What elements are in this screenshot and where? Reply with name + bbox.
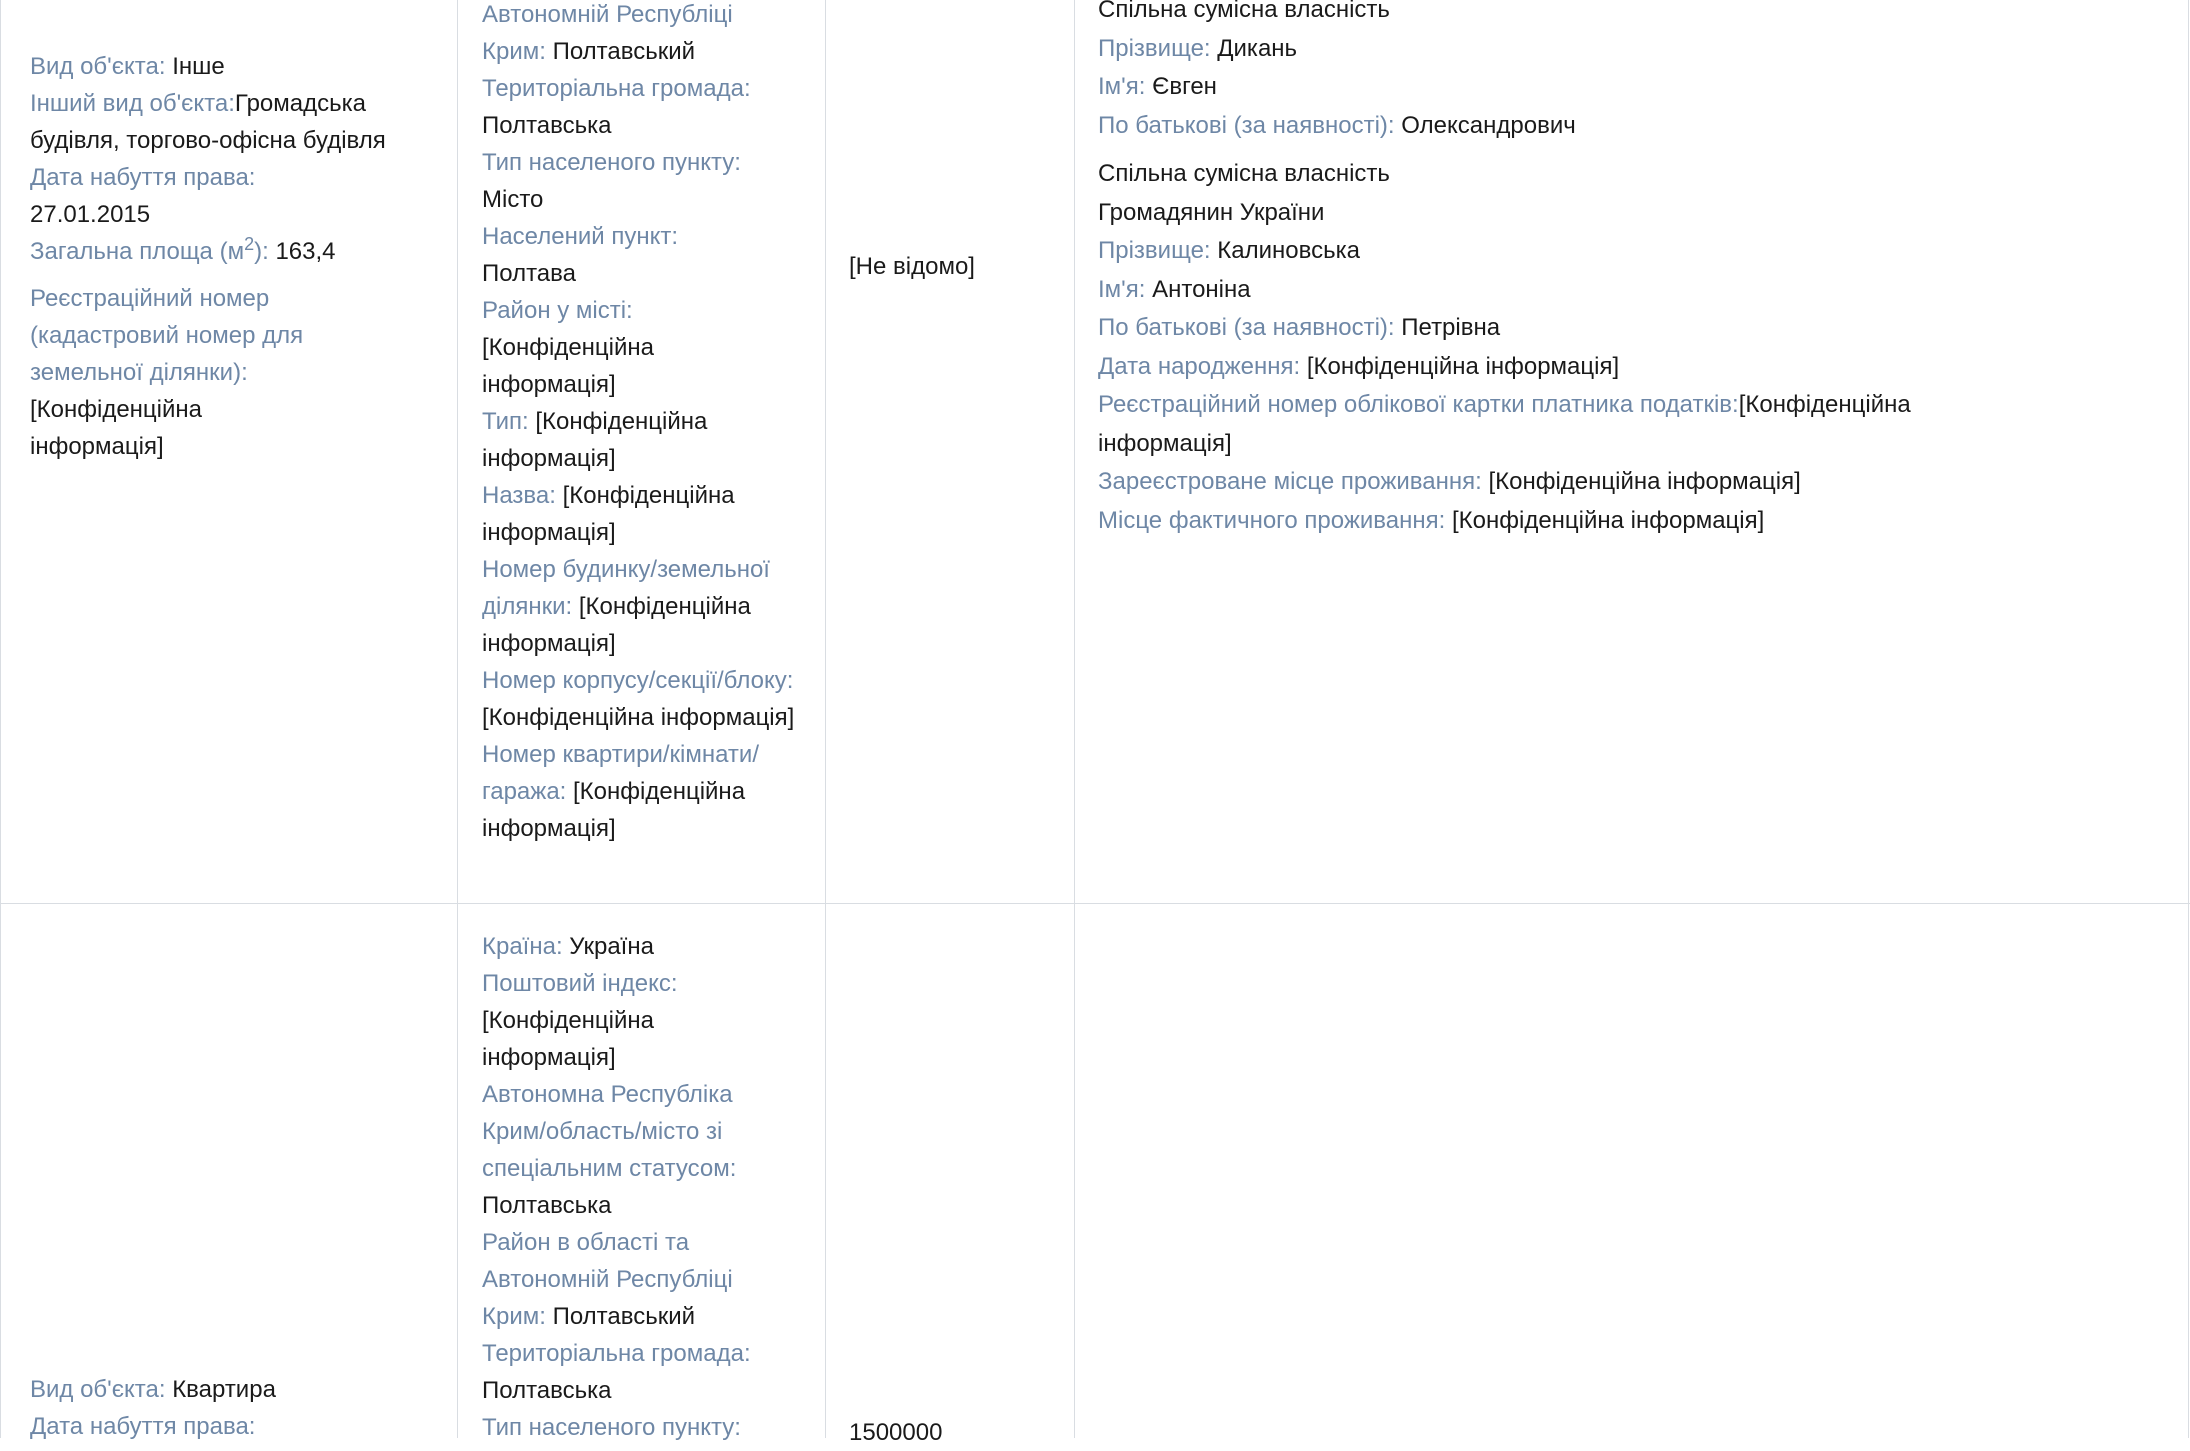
field-value: Дикань bbox=[1217, 34, 1298, 62]
field-value: Полтавський bbox=[552, 1303, 696, 1330]
community-field bbox=[482, 1335, 802, 1409]
field-label: По батькові (за наявності): bbox=[1098, 314, 1395, 341]
field-value: 27.01.2015 bbox=[30, 201, 151, 228]
tax-number-field bbox=[1098, 386, 1998, 463]
field-label: Ім'я: bbox=[1098, 73, 1146, 100]
field-value: [Конфіденційна інформація] bbox=[1451, 506, 1765, 534]
row2-cost-cell bbox=[849, 1414, 942, 1451]
ownership-type: Спільна сумісна власність bbox=[1098, 160, 1390, 187]
row1-address-cell bbox=[482, 0, 802, 847]
field-value: [Конфіденційна інформація] bbox=[1306, 352, 1620, 380]
field-value: Антоніна bbox=[1152, 275, 1251, 303]
object-type-field bbox=[30, 1371, 430, 1408]
name-field bbox=[1098, 271, 2158, 310]
row1-object-cell bbox=[30, 48, 430, 465]
field-label: Номер корпусу/секції/блоку: bbox=[482, 667, 794, 694]
other-object-type-field bbox=[30, 85, 400, 159]
field-label: Реєстраційний номер (кадастровий номер для земельної ділянки): bbox=[30, 285, 304, 386]
field-label: Дата набуття права: bbox=[30, 164, 256, 191]
field-label: Країна: bbox=[482, 933, 563, 960]
field-label: Місце фактичного проживання: bbox=[1098, 506, 1446, 534]
area-field bbox=[30, 233, 430, 270]
ownership-type: Спільна сумісна власність bbox=[1098, 0, 1390, 23]
field-label: Автономній Республіці Крим: bbox=[482, 1, 733, 65]
field-value: [Конфіденційна інформація] bbox=[30, 396, 203, 460]
row1-owners-cell bbox=[1098, 0, 2158, 540]
street-name-field bbox=[482, 477, 802, 551]
column-divider bbox=[1074, 0, 1075, 1438]
cost-value: 1500000 bbox=[849, 1419, 943, 1446]
cost-value: [Не відомо] bbox=[849, 253, 975, 280]
field-value: Полтавська bbox=[482, 1377, 612, 1404]
row1-cost-cell bbox=[849, 248, 975, 285]
field-value: Україна bbox=[569, 933, 654, 960]
row2-object-cell bbox=[30, 1371, 430, 1445]
field-value: Полтавський bbox=[552, 38, 696, 65]
field-label: Територіальна громада: bbox=[482, 1340, 751, 1367]
field-value: [Конфіденційна інформація] bbox=[482, 704, 795, 731]
apartment-number-field bbox=[482, 736, 802, 847]
field-label: Автономна Республіка Крим/область/місто зі спеціальним статусом: bbox=[482, 1081, 737, 1182]
field-value: [Конфіденційна інформація] bbox=[482, 593, 751, 657]
field-label: Прізвище: bbox=[1098, 237, 1211, 264]
acquisition-date-field bbox=[30, 1408, 430, 1445]
field-value: Громадська будівля, торгово-офісна будівля bbox=[30, 90, 386, 154]
field-label: Інший вид об'єкта: bbox=[30, 90, 235, 117]
field-value: Петрівна bbox=[1401, 314, 1501, 341]
field-value: [Конфіденційна інформація] bbox=[482, 778, 746, 842]
field-value: [Конфіденційна інформація] bbox=[482, 1007, 655, 1071]
house-number-field bbox=[482, 551, 802, 662]
acquisition-date-field bbox=[30, 159, 430, 233]
field-value: Полтава bbox=[482, 260, 576, 287]
field-value: 163,4 bbox=[275, 238, 336, 265]
postal-code-field bbox=[482, 965, 802, 1076]
settlement-field bbox=[482, 218, 802, 292]
field-label: Поштовий індекс: bbox=[482, 970, 678, 997]
row-divider bbox=[0, 903, 2190, 904]
field-value: Місто bbox=[482, 186, 544, 213]
field-label: Територіальна громада: bbox=[482, 75, 751, 102]
field-label: Номер квартири/кімнати/гаража: bbox=[482, 741, 759, 805]
patronymic-field bbox=[1098, 309, 2158, 348]
column-divider bbox=[457, 0, 458, 1438]
field-label: По батькові (за наявності): bbox=[1098, 111, 1395, 139]
object-type-field bbox=[30, 48, 430, 85]
registered-address-field bbox=[1098, 463, 2158, 502]
field-value: Інше bbox=[172, 53, 225, 80]
field-label: Реєстраційний номер облікової картки платника податків: bbox=[1098, 391, 1739, 418]
field-value: Євген bbox=[1152, 73, 1217, 100]
citizenship: Громадянин України bbox=[1098, 198, 1325, 226]
field-label: Район у місті: bbox=[482, 297, 633, 324]
field-label: Район в області та Автономній Республіці Крим: bbox=[482, 1229, 733, 1330]
settlement-type-field bbox=[482, 144, 802, 218]
field-value: Калиновська bbox=[1217, 237, 1360, 264]
field-label: Вид об'єкта: bbox=[30, 53, 166, 80]
row2-address-cell bbox=[482, 928, 802, 1446]
block-number-field bbox=[482, 662, 802, 736]
name-field bbox=[1098, 68, 2158, 107]
field-label: Тип населеного пункту: bbox=[482, 1414, 741, 1441]
owner-block bbox=[1098, 155, 2158, 540]
patronymic-field bbox=[1098, 107, 2158, 146]
field-label: Населений пункт: bbox=[482, 223, 678, 250]
field-label: Тип: bbox=[482, 408, 529, 435]
community-field bbox=[482, 70, 802, 144]
country-field bbox=[482, 928, 802, 965]
field-value: Полтавська bbox=[482, 112, 612, 139]
city-district-field bbox=[482, 292, 802, 403]
autonomous-district-field bbox=[482, 0, 802, 70]
field-label: Загальна площа $(м^2)$: bbox=[30, 234, 269, 265]
registration-number-field bbox=[30, 280, 340, 465]
field-value: [Конфіденційна інформація] bbox=[1098, 391, 1911, 457]
table-border-left bbox=[0, 0, 1, 1438]
region-field bbox=[482, 1076, 782, 1224]
field-label: Дата народження: bbox=[1098, 352, 1301, 380]
settlement-type-field bbox=[482, 1409, 802, 1446]
field-label: Назва: bbox=[482, 482, 556, 509]
column-divider bbox=[825, 0, 826, 1438]
field-value: [Конфіденційна інформація] bbox=[482, 408, 708, 472]
birth-date-field bbox=[1098, 348, 2158, 387]
field-value: Олександрович bbox=[1401, 111, 1576, 139]
street-type-field bbox=[482, 403, 802, 477]
surname-field bbox=[1098, 232, 2158, 271]
field-value: [Конфіденційна інформація] bbox=[1488, 468, 1801, 495]
owner-block bbox=[1098, 0, 2158, 145]
district-field bbox=[482, 1224, 782, 1335]
table-border-right bbox=[2188, 0, 2189, 1438]
field-label: Дата набуття права: bbox=[30, 1413, 256, 1440]
field-value: Полтавська bbox=[482, 1192, 612, 1219]
field-label: Номер будинку/земельної ділянки: bbox=[482, 556, 770, 620]
field-value: [Конфіденційна інформація] bbox=[482, 334, 655, 398]
field-label: Тип населеного пункту: bbox=[482, 149, 741, 176]
field-value: Квартира bbox=[172, 1376, 276, 1403]
field-label: Вид об'єкта: bbox=[30, 1376, 166, 1403]
field-label: Прізвище: bbox=[1098, 34, 1211, 62]
field-label: Ім'я: bbox=[1098, 275, 1146, 303]
field-value: [Конфіденційна інформація] bbox=[482, 482, 735, 546]
actual-address-field bbox=[1098, 502, 2158, 541]
field-label: Зареєстроване місце проживання: bbox=[1098, 468, 1482, 495]
surname-field bbox=[1098, 30, 2158, 69]
